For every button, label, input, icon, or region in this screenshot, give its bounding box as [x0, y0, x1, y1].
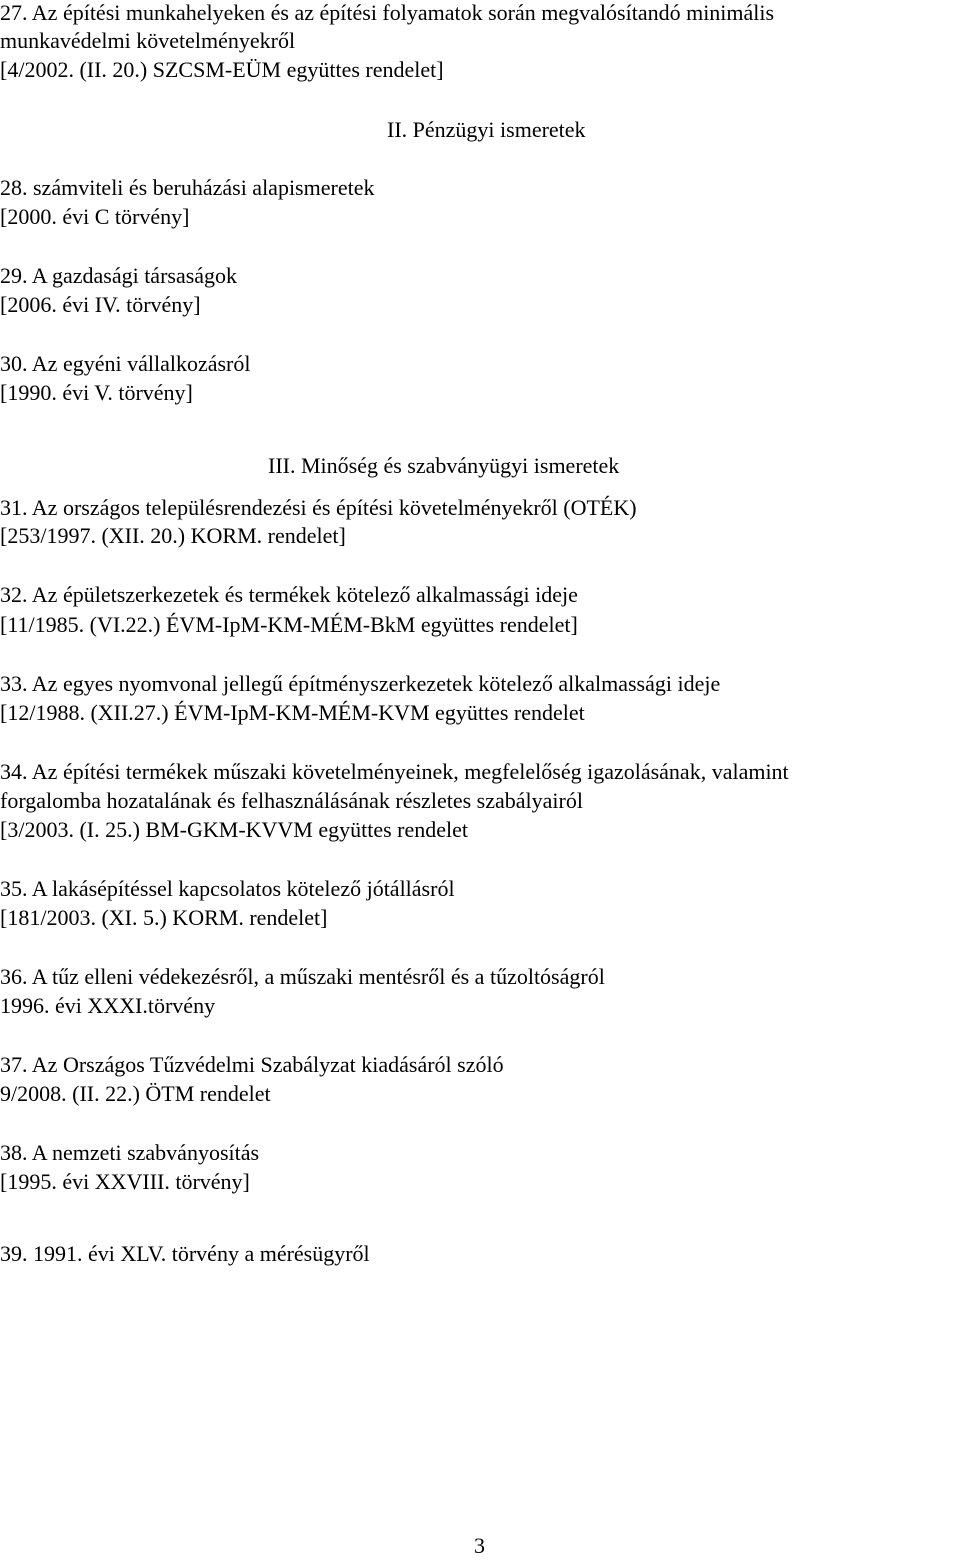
- item-29-line-1: 29. A gazdasági társaságok: [0, 263, 238, 288]
- item-27-line-1: 27. Az építési munkahelyeken és az építési folyamatok során megvalósítandó minimális: [0, 0, 775, 25]
- item-28-line-2: [2000. évi C törvény]: [0, 204, 190, 229]
- item-37-line-1: 37. Az Országos Tűzvédelmi Szabályzat kiadásáról szóló: [0, 1052, 504, 1077]
- item-32-line-1: 32. Az épületszerkezetek és termékek kötelező alkalmassági ideje: [0, 582, 578, 607]
- item-28-line-1: 28. számviteli és beruházási alapismeretek: [0, 175, 375, 200]
- item-39-line-1: 39. 1991. évi XLV. törvény a mérésügyről: [0, 1241, 370, 1266]
- item-30-line-1: 30. Az egyéni vállalkozásról: [0, 351, 251, 376]
- item-38-line-2: [1995. évi XXVIII. törvény]: [0, 1169, 250, 1194]
- item-32-line-2: [11/1985. (VI.22.) ÉVM-IpM-KM-MÉM-BkM együttes rendelet]: [0, 612, 578, 637]
- item-29-line-2: [2006. évi IV. törvény]: [0, 292, 201, 317]
- item-27-line-2: munkavédelmi követelményekről: [0, 28, 296, 53]
- item-34-line-3: [3/2003. (I. 25.) BM-GKM-KVVM együttes rendelet: [0, 817, 469, 842]
- item-33-line-2: [12/1988. (XII.27.) ÉVM-IpM-KM-MÉM-KVM együttes rendelet: [0, 700, 585, 725]
- item-37-line-2: 9/2008. (II. 22.) ÖTM rendelet: [0, 1081, 271, 1106]
- item-36-line-2: 1996. évi XXXI.törvény: [0, 993, 216, 1018]
- item-38-line-1: 38. A nemzeti szabványosítás: [0, 1140, 260, 1165]
- item-34-line-2: forgalomba hozatalának és felhasználásának részletes szabályairól: [0, 788, 583, 813]
- item-30-line-2: [1990. évi V. törvény]: [0, 380, 193, 405]
- item-33-line-1: 33. Az egyes nyomvonal jellegű építményszerkezetek kötelező alkalmassági ideje: [0, 671, 721, 696]
- item-35-line-2: [181/2003. (XI. 5.) KORM. rendelet]: [0, 905, 328, 930]
- item-34-line-1: 34. Az építési termékek műszaki követelményeinek, megfelelőség igazolásának, valamint: [0, 759, 789, 784]
- section-3-heading: III. Minőség és szabványügyi ismeretek: [268, 453, 620, 478]
- item-31-line-2: [253/1997. (XII. 20.) KORM. rendelet]: [0, 523, 346, 548]
- section-2-heading: II. Pénzügyi ismeretek: [387, 117, 586, 142]
- item-27-line-3: [4/2002. (II. 20.) SZCSM-EÜM együttes rendelet]: [0, 57, 444, 82]
- item-36-line-1: 36. A tűz elleni védekezésről, a műszaki mentésről és a tűzoltóságról: [0, 964, 605, 989]
- item-31-line-1: 31. Az országos településrendezési és építési követelményekről (OTÉK): [0, 495, 637, 520]
- item-35-line-1: 35. A lakásépítéssel kapcsolatos kötelező jótállásról: [0, 876, 455, 901]
- page-number: 3: [474, 1533, 485, 1558]
